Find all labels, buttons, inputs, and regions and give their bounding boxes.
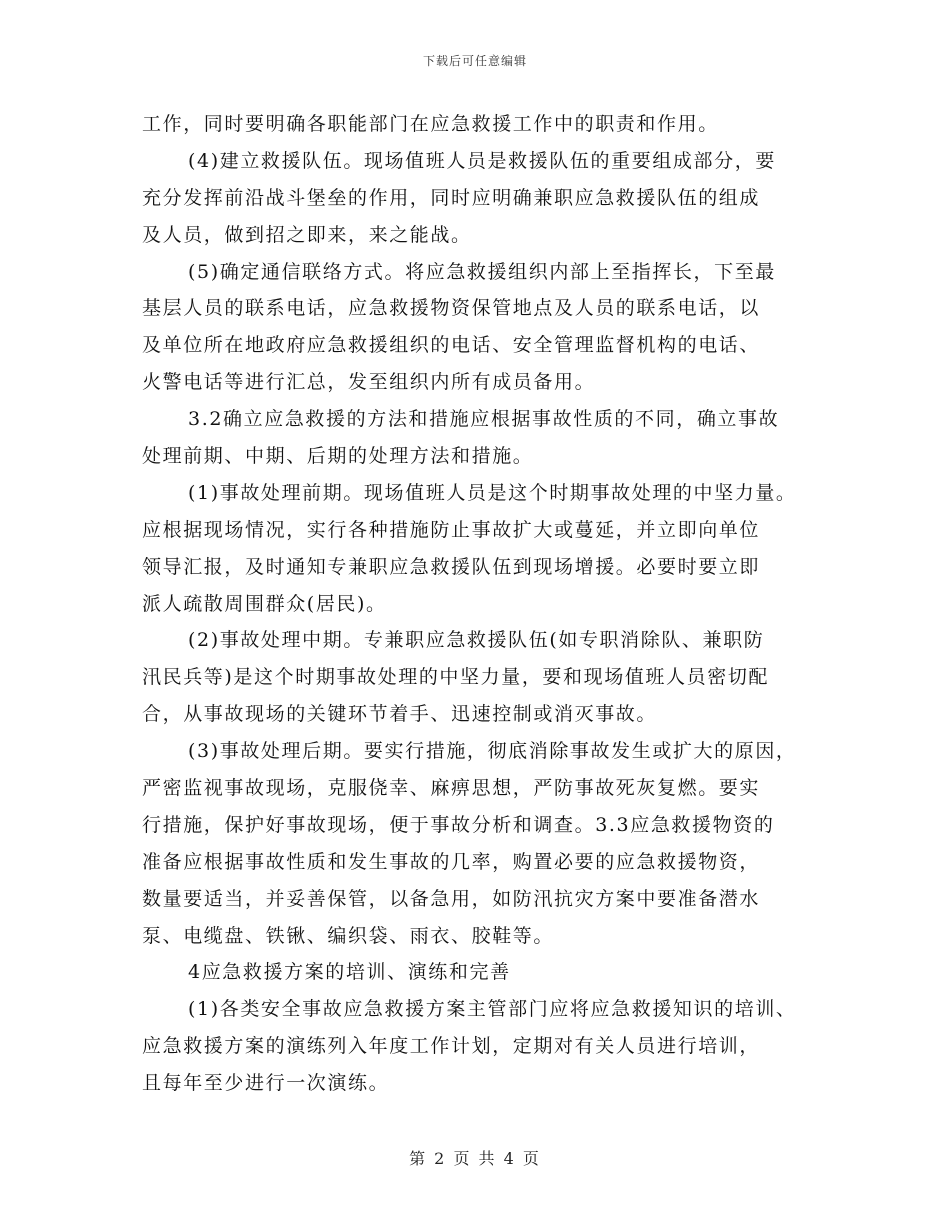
text-line: 且每年至少进行一次演练。 (142, 1072, 390, 1095)
text-line: 3.2确立应急救援的方法和措施应根据事故性质的不同，确立事故 (188, 408, 780, 431)
text-line: 应根据现场情况，实行各种措施防止事故扩大或蔓延，并立即向单位 (142, 518, 761, 541)
text-line: 4应急救援方案的培训、演练和完善 (188, 961, 511, 984)
text-line: 准备应根据事故性质和发生事故的几率，购置必要的应急救援物资， (142, 850, 761, 873)
text-line: 应急救援方案的演练列入年度工作计划，定期对有关人员进行培训， (142, 1035, 761, 1058)
text-line: 合，从事故现场的关键环节着手、迅速控制或消灭事故。 (142, 703, 658, 726)
text-line: 领导汇报，及时通知专兼职应急救援队伍到现场增援。必要时要立即 (142, 555, 761, 578)
text-line: (1)各类安全事故应急救援方案主管部门应将应急救援知识的培训、 (188, 998, 797, 1021)
text-line: (4)建立救援队伍。现场值班人员是救援队伍的重要组成部分，要 (188, 149, 776, 172)
text-line: 及单位所在地政府应急救援组织的电话、安全管理监督机构的电话、 (142, 334, 761, 357)
text-line: 汛民兵等)是这个时期事故处理的中坚力量，要和现场值班人员密切配 (142, 666, 770, 689)
text-line: 派人疏散周围群众(居民)。 (142, 592, 387, 615)
text-line: (3)事故处理后期。要实行措施，彻底消除事故发生或扩大的原因， (188, 740, 797, 763)
text-line: 充分发挥前沿战斗堡垒的作用，同时应明确兼职应急救援队伍的组成 (142, 186, 761, 209)
text-line: 基层人员的联系电话，应急救援物资保管地点及人员的联系电话，以 (142, 297, 761, 320)
text-line: 处理前期、中期、后期的处理方法和措施。 (142, 445, 534, 468)
text-line: 火警电话等进行汇总，发至组织内所有成员备用。 (142, 371, 596, 394)
text-line: 严密监视事故现场，克服侥幸、麻痹思想，严防事故死灰复燃。要实 (142, 777, 761, 800)
document-body (142, 106, 822, 1102)
page-header: 下载后可任意编辑 (422, 54, 527, 68)
text-line: 泵、电缆盘、铁锹、编织袋、雨衣、胶鞋等。 (142, 924, 555, 947)
page-number-footer: 第 2 页 共 4 页 (409, 1149, 541, 1168)
text-line: (1)事故处理前期。现场值班人员是这个时期事故处理的中坚力量。 (188, 481, 797, 504)
text-line: (2)事故处理中期。专兼职应急救援队伍(如专职消除队、兼职防 (188, 629, 765, 652)
text-line: 行措施，保护好事故现场，便于事故分析和调查。3.3应急救援物资的 (142, 813, 775, 836)
text-line: (5)确定通信联络方式。将应急救援组织内部上至指挥长，下至最 (188, 260, 776, 283)
text-line: 工作，同时要明确各职能部门在应急救援工作中的职责和作用。 (142, 113, 719, 135)
text-line: 及人员，做到招之即来，来之能战。 (142, 223, 472, 246)
text-line: 数量要适当，并妥善保管，以备急用，如防汛抗灾方案中要准备潜水 (142, 887, 761, 910)
